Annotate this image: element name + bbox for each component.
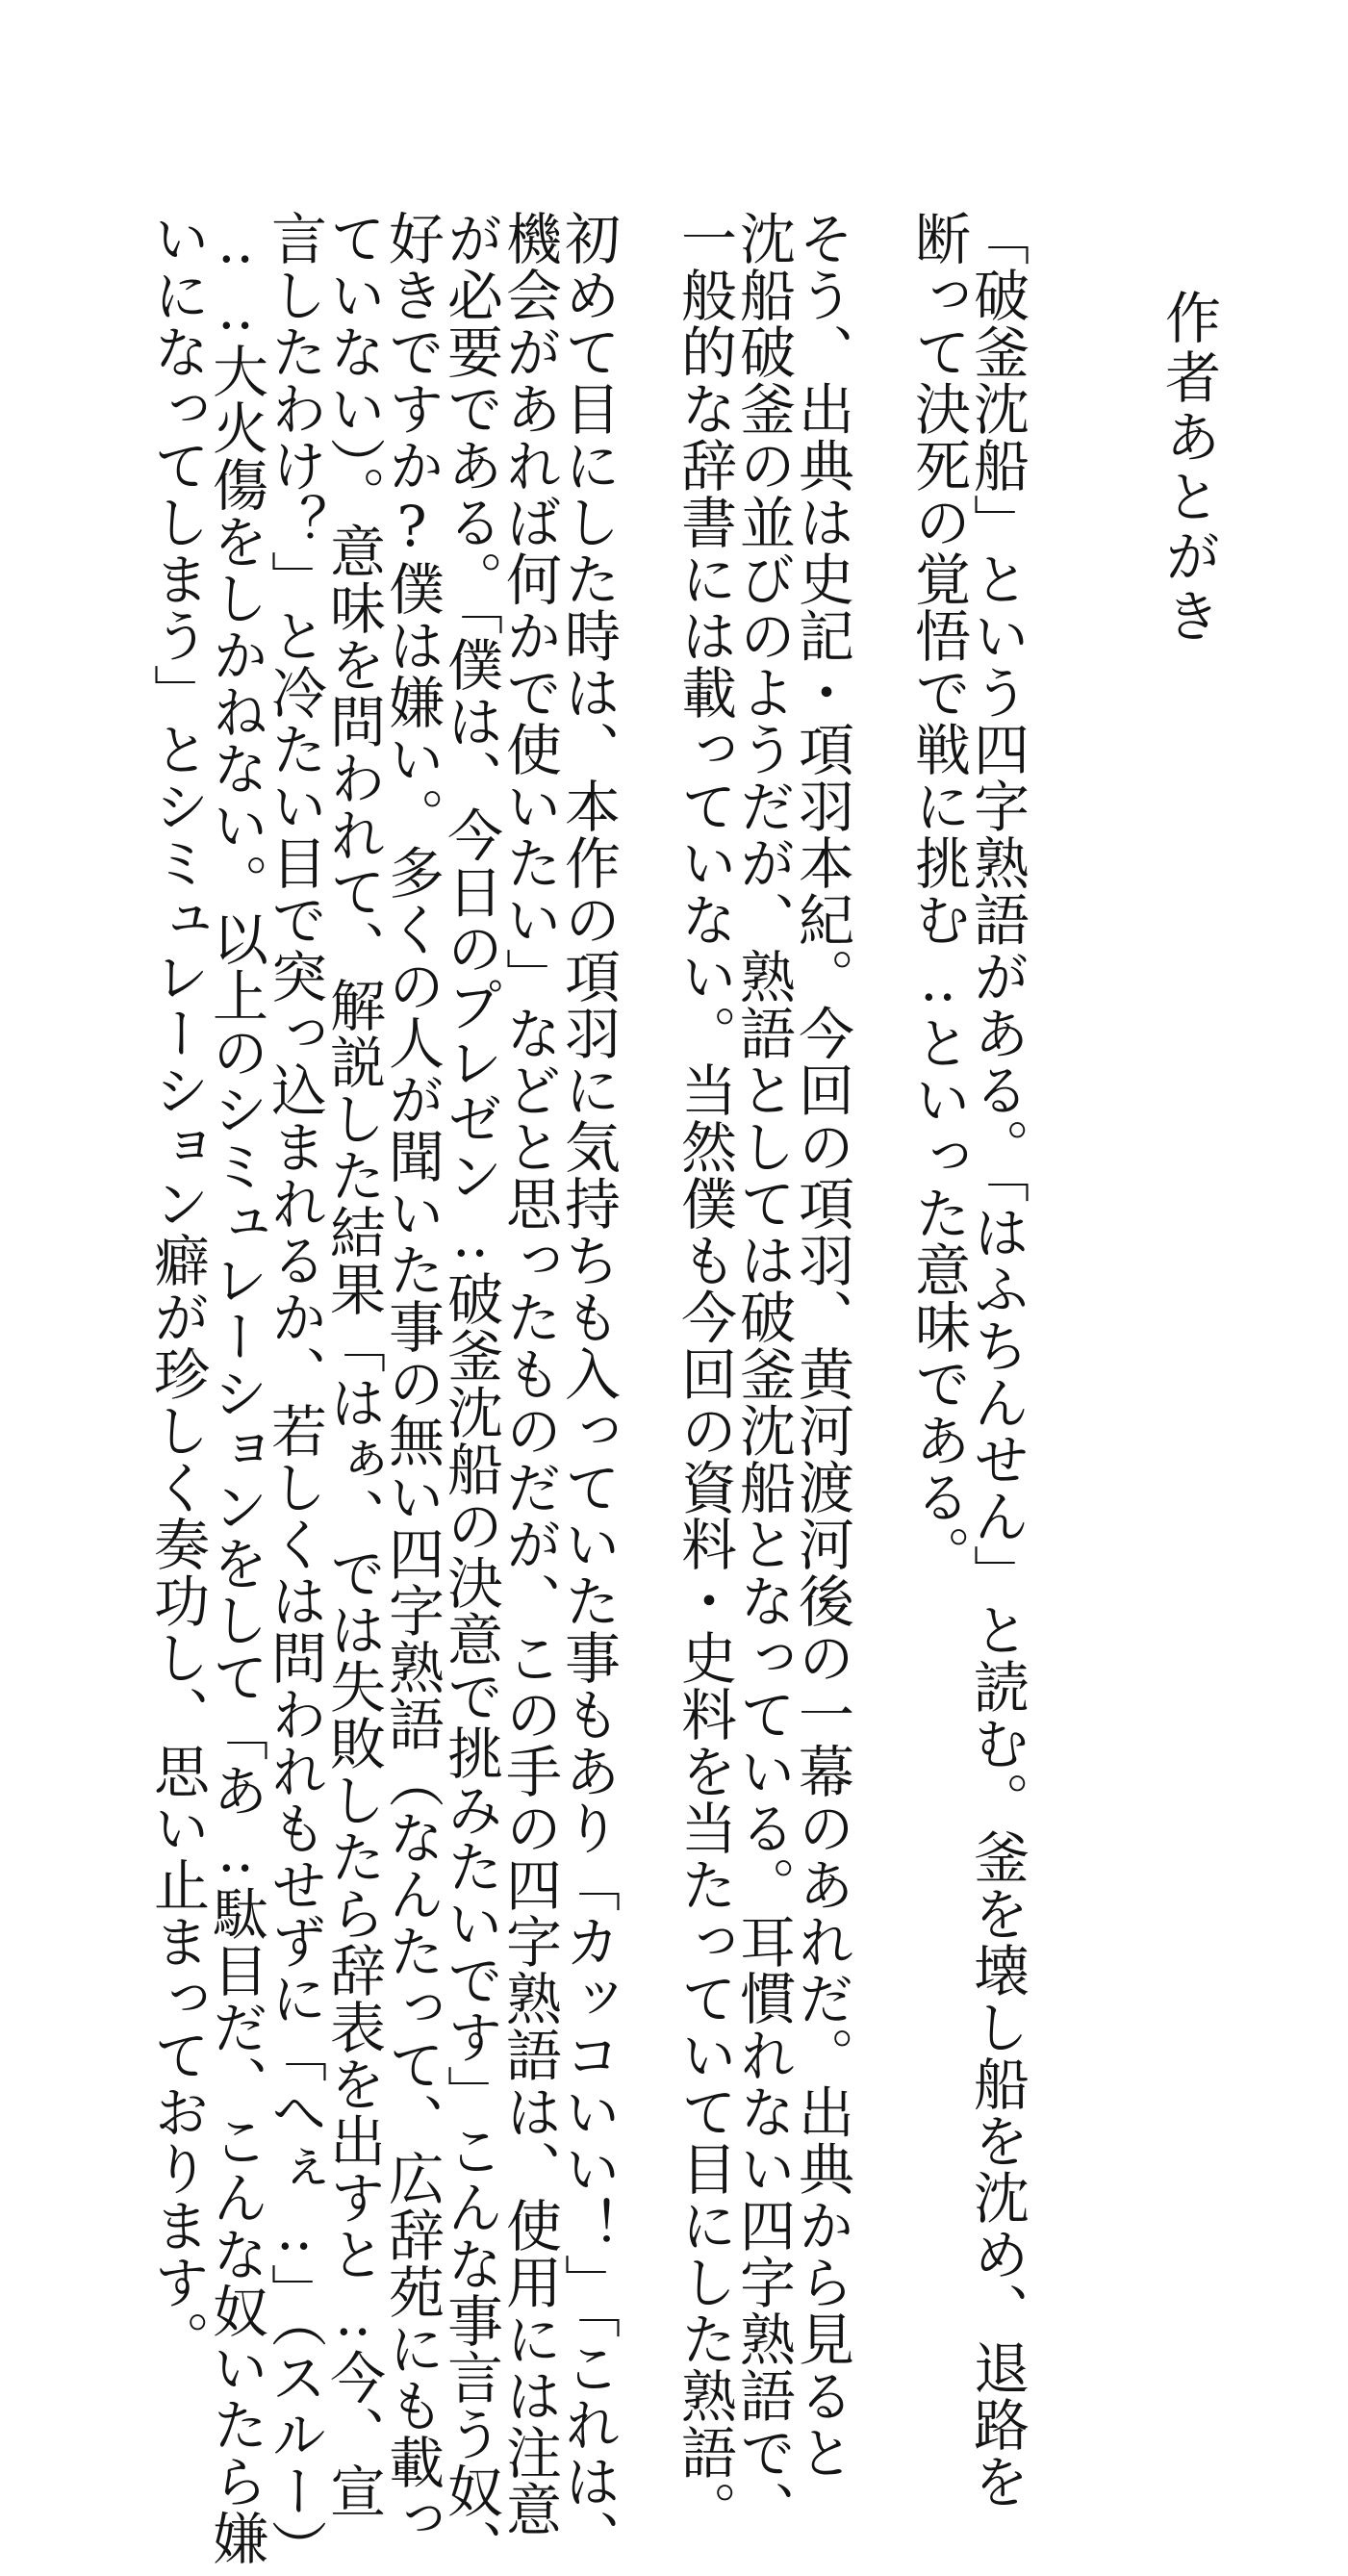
text-column-9: 好きですか?僕は嫌い。多くの人が聞いた事の無い四字熟語（なんたって、広辞苑にも載っ [379, 210, 445, 2547]
text-column-5: 一般的な辞書には載っていない。当然僕も今回の資料・史料を当たっていて目にした熟語。 [672, 210, 737, 2538]
text-column-8: が必要である。「僕は、今日のプレゼン‥破釜沈船の決意で挑みたいです」こんな事言う奴、 [438, 210, 503, 2576]
text-column-10: ていない）。意味を問われて、解説した結果「はぁ、では失敗したら辞表を出すと‥今、宣 [320, 210, 386, 2519]
afterword-body [0, 210, 1083, 2576]
text-column-3: そう、出典は史記・項羽本紀。今回の項羽、黄河渡河後の一幕のあれだ。出典から見ると [789, 210, 854, 2481]
text-column-6: 初めて目にした時は、本作の項羽に気持ちも入っていた事もあり「カッコいい！」「これは、 [555, 210, 621, 2566]
text-column-7: 機会があれば何かで使いたい」などと思ったものだが、この手の四字熟語は、使用には注意 [496, 210, 562, 2538]
text-column-4: 沈船破釜の並びのようだが、熟語としては破釜沈船となっている。耳慣れない四字熟語で、 [730, 210, 796, 2538]
page-title: 作者あとがき [1156, 289, 1221, 647]
text-column-13: いになってしまう」とシミュレーション癖が珍しく奏功し、思い止まっております。 [144, 210, 210, 2367]
text-column-2: 断って決死の覚悟で戦に挑む‥といった意味である。 [905, 210, 971, 1582]
text-column-14 [0, 210, 89, 1903]
text-column-12: ‥‥大火傷をしかねない。以上のシミュレーションをして「あ‥駄目だ、こんな奴いたら嫌 [203, 210, 268, 2566]
text-column-1: 「破釜沈船」という四字熟語がある。「はふちんせん」と読む。釜を壊し船を沈め、退路を [964, 210, 1030, 2510]
text-column-11: 言したわけ？」と冷たい目で突っ込まれるか、若しくは問われもせずに「へぇ‥」（スルー） [262, 210, 327, 2576]
paragraph-gap [89, 210, 147, 1903]
